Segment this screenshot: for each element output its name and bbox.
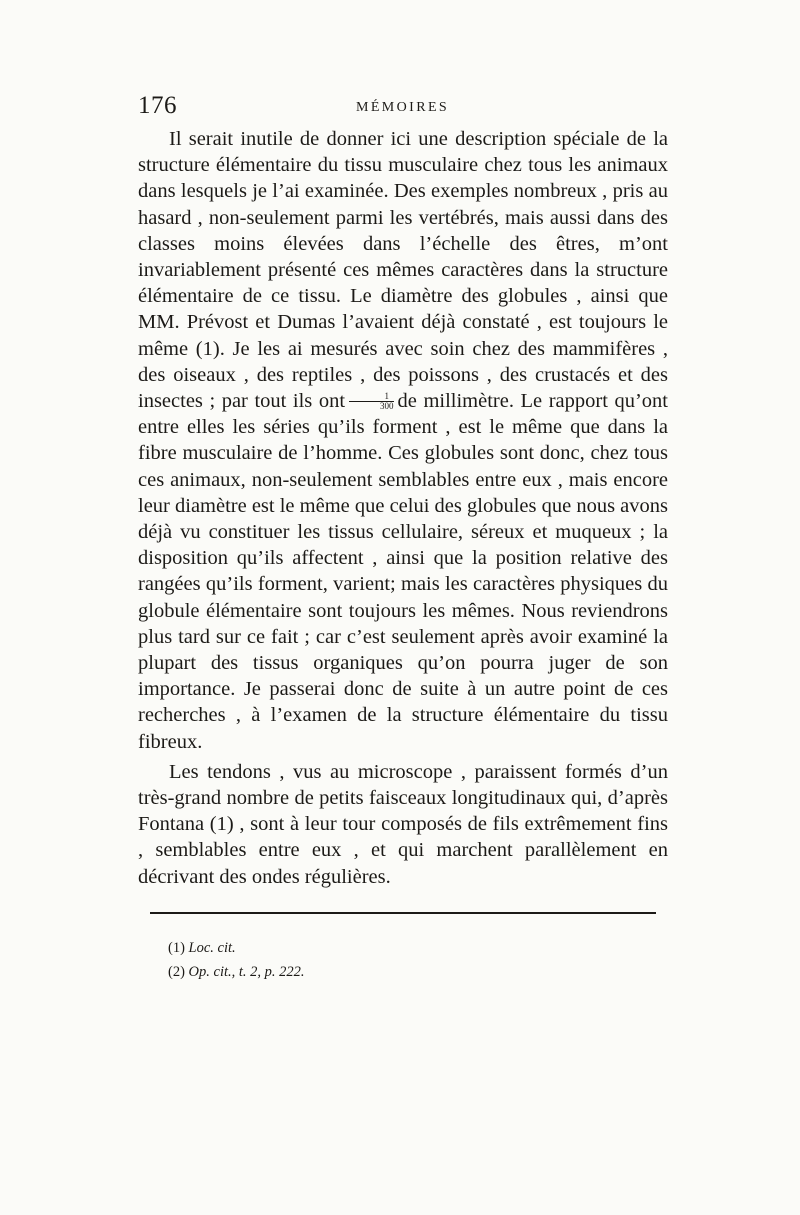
fraction-denominator: 300 — [380, 401, 394, 412]
footnote-1-text: Loc. cit. — [188, 939, 236, 956]
running-head — [138, 92, 668, 126]
page-number: 176 — [138, 92, 177, 119]
paragraph-1-part-1: Il serait inutile de donner ici une description spéciale de la structure élémentaire du tissu musculaire chez tous les animaux dans lesquels je l’ai examinée. Des exemples nombreux , pris au hasard , non-seulement parmi les vertébrés, mais aussi dans des classes moins élevées dans l’échelle des êtres, m’ont invariablement présenté ces mêmes caractères dans la structure élémentaire de ce tissu. Le diamètre des globules , ainsi que MM. Prévost et Dumas l’avaient déjà constaté , est toujours le même (1). Je les ai mesurés avec soin chez des mammifères , des oiseaux , des reptiles , des poissons , des crustacés et des insectes ; par tout ils ont — [138, 128, 668, 413]
footnote-2-label: (2) — [168, 963, 185, 980]
footnote-2-text: Op. cit., t. 2, p. 222. — [188, 963, 305, 980]
footnote-1 — [168, 936, 668, 960]
footnotes — [168, 936, 668, 984]
paragraph-1-part-2: de millimètre. Le rapport qu’ont entre elles les séries qu’ils forment , est le même que dans la fibre musculaire de l’homme. Ces globules sont donc, chez tous ces animaux, non-seulement semblables entre eux , mais encore leur diamètre est le même que celui des globules que nous avons déjà vu constituer les tissus cellulaire, séreux et muqueux ; la disposition qu’ils affectent , ainsi que la position relative des rangées qu’ils forment, varient; mais les caractères physiques du globule élémentaire sont toujours les mêmes. Nous reviendrons plus tard sur ce fait ; car c’est seulement après avoir examiné la plupart des tissus organiques qu’on pourra juger de son importance. Je passerai donc de suite à un autre point de ces recherches , à l’examen de la structure élémentaire du tissu fibreux. — [138, 390, 668, 753]
footnote-divider — [150, 912, 656, 914]
body-text — [138, 126, 668, 890]
fraction — [349, 392, 394, 411]
paragraph-2: Les tendons , vus au microscope , paraissent formés d’un très-grand nombre de petits faisceaux longitudinaux qui, d’après Fontana (1) , sont à leur tour composés de fils extrêmement fins , semblables entre eux , et qui marchent parallèlement en décrivant des ondes régulières. — [138, 760, 668, 888]
running-title: MÉMOIRES — [356, 100, 450, 115]
fraction-numerator: 1 — [349, 392, 394, 402]
paragraph-1 — [138, 126, 668, 755]
footnote-1-label: (1) — [168, 939, 185, 956]
footnote-2 — [168, 960, 668, 984]
document-page — [138, 92, 668, 984]
